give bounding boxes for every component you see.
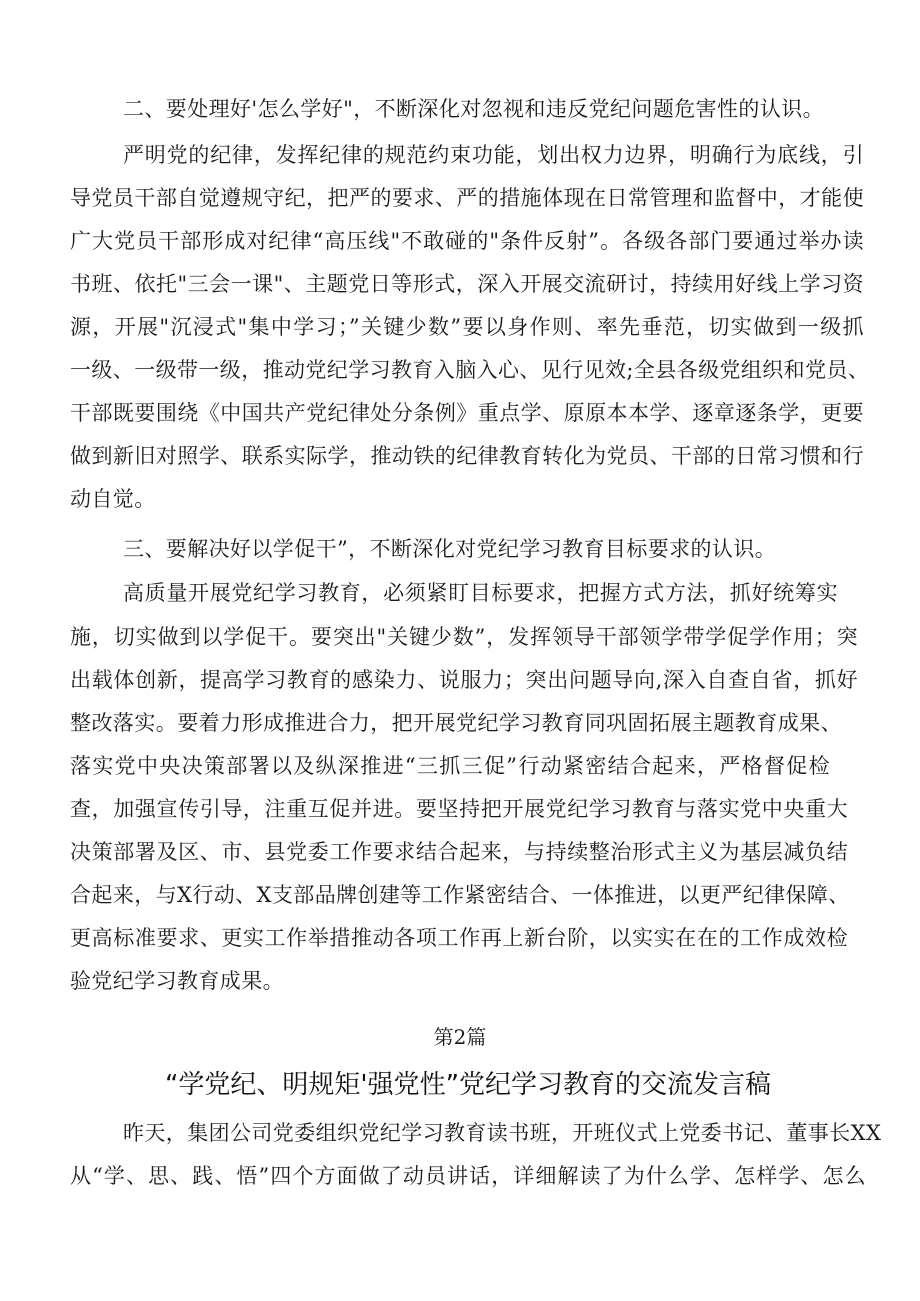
paragraph-line: 动自觉。 (70, 487, 156, 511)
paragraph-line: 高质量开展党纪学习教育，必须紧盯目标要求，把握方式方法，抓好统筹实 (123, 581, 838, 605)
paragraph-line: 广大党员干部形成对纪律“高压线"不敢碰的"条件反射”。各级各部门要通过举办读 (70, 229, 864, 253)
paragraph-line: 合起来，与X行动、X支部品牌创建等工作紧密结合、一体推进，以更严纪律保障、 (70, 883, 850, 907)
paragraph-line: 从“学、思、践、悟”四个方面做了动员讲话，详细解读了为什么学、怎样学、怎么 (70, 1164, 866, 1188)
paragraph-line: 决策部署及区、市、县党委工作要求结合起来，与持续整治形式主义为基层减负结 (70, 840, 848, 864)
paragraph-line: 做到新旧对照学、联系实际学，推动铁的纪律教育转化为党员、干部的日常习惯和行 (70, 444, 864, 468)
paragraph-line: 干部既要围绕《中国共产党纪律处分条例》重点学、原原本本学、逐章逐条学，更要 (70, 401, 864, 425)
paragraph-line: 导党员干部自觉遵规守纪，把严的要求、严的措施体现在日常管理和监督中，才能使 (70, 186, 864, 210)
paragraph-line: 验党纪学习教育成果。 (70, 969, 284, 993)
paragraph-line: 严明党的纪律，发挥纪律的规范约束功能，划出权力边界，明确行为底线，引 (123, 143, 864, 167)
paragraph-line: 昨天，集团公司党委组织党纪学习教育读书班，开班仪式上党委书记、董事长XX (123, 1121, 882, 1145)
paragraph-line: 查，加强宣传引导，注重互促并进。要坚持把开展党纪学习教育与落实党中央重大 (70, 797, 848, 821)
paragraph-line: 一级、一级带一级，推动党纪学习教育入脑入心、见行见效;全县各级党组织和党员、 (70, 358, 870, 382)
section-heading: 三、要解决好以学促干”，不断深化对党纪学习教育目标要求的认识。 (123, 537, 777, 561)
article-number: 第2篇 (433, 1025, 487, 1049)
paragraph-line: 书班、依托"三会一课"、主题党日等形式，深入开展交流研讨，持续用好线上学习资 (70, 272, 864, 296)
paragraph-line: 更高标准要求、更实工作举措推动各项工作再上新台阶，以实实在在的工作成效检 (70, 926, 848, 950)
paragraph-line: 落实党中央决策部署以及纵深推进“三抓三促”行动紧密结合起来，严格督促检 (70, 754, 830, 778)
section-heading: 二、要处理好'怎么学好"，不断深化对忽视和违反党纪问题危害性的认识。 (123, 97, 825, 121)
paragraph-line: 源，开展"沉浸式"集中学习；”关键少数”要以身作则、率先垂范，切实做到一级抓 (70, 315, 864, 339)
paragraph-line: 整改落实。要着力形成推进合力，把开展党纪学习教育同巩固拓展主题教育成果、 (70, 711, 842, 735)
paragraph-line: 出载体创新，提高学习教育的感染力、说服力；突出问题导向,深入自查自省，抓好 (70, 668, 858, 692)
paragraph-line: 施，切实做到以学促干。要突出"关键少数”，发挥领导干部领学带学促学作用；突 (70, 625, 858, 649)
article-title: “学党纪、明规矩'强党性”党纪学习教育的交流发言稿 (164, 1070, 772, 1100)
